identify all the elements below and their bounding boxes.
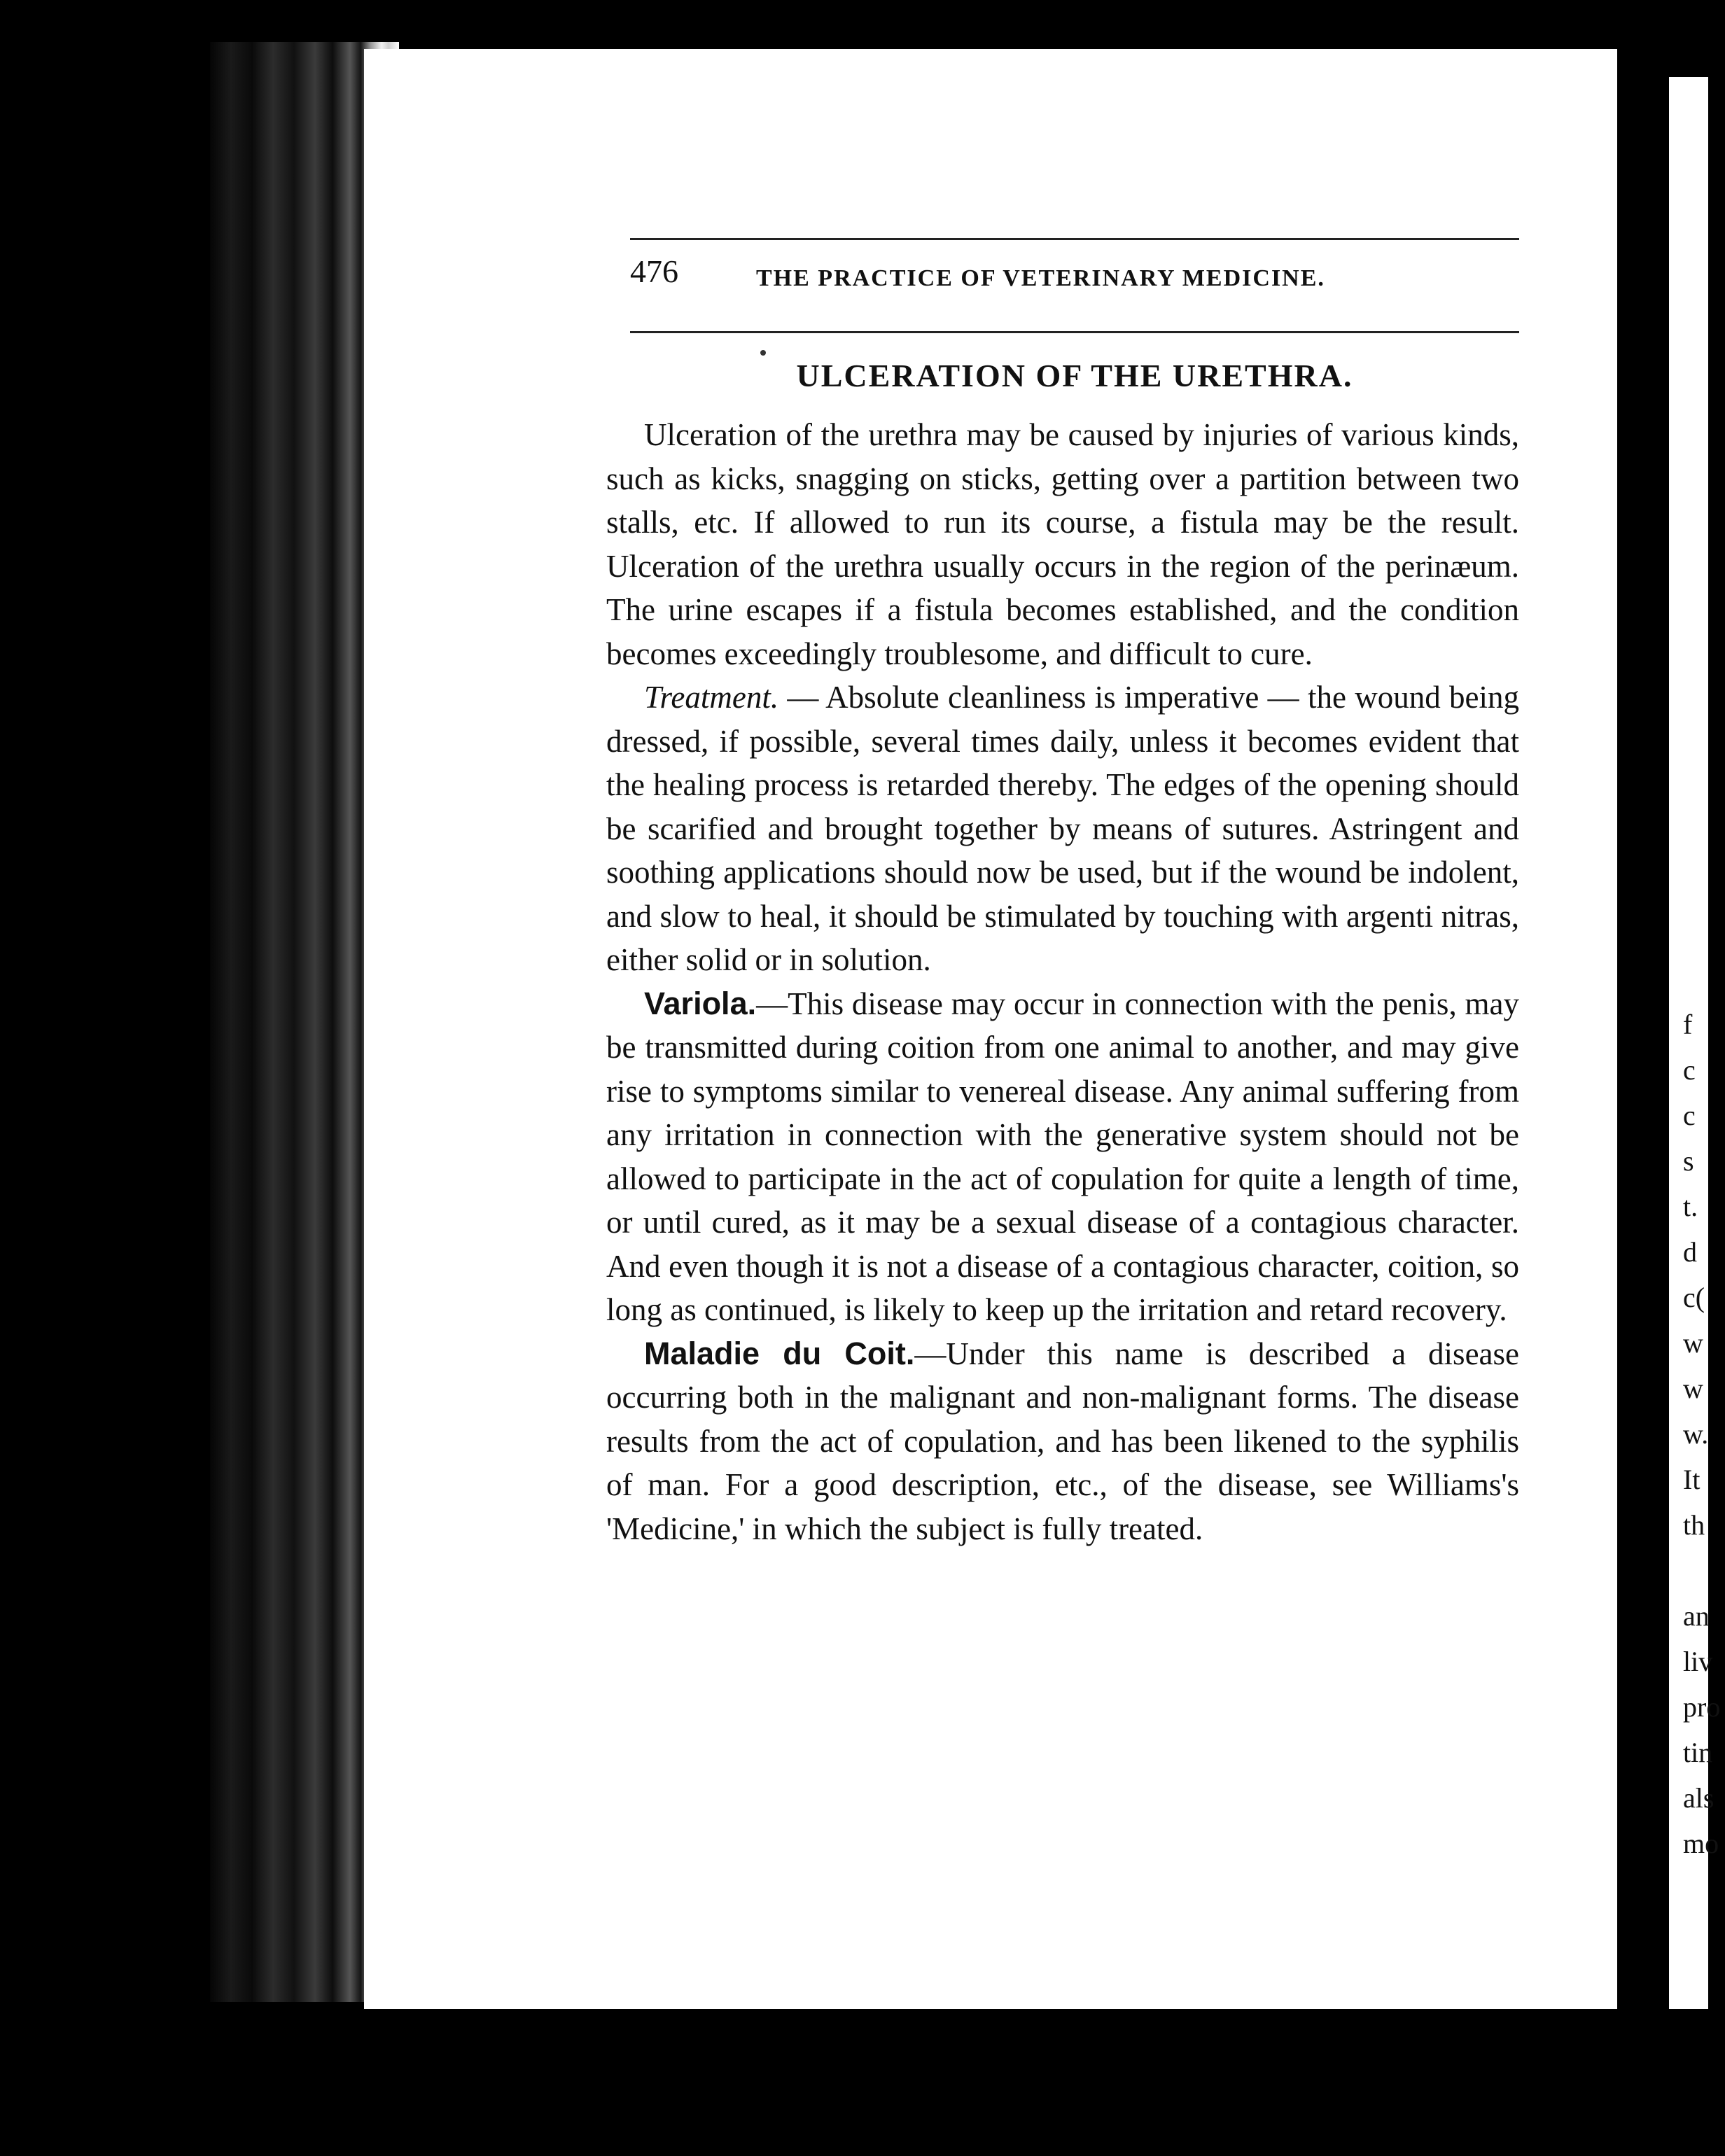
facing-page-fragment: t. bbox=[1683, 1191, 1698, 1222]
print-speck bbox=[760, 350, 766, 356]
facing-page-fragment: th bbox=[1683, 1509, 1705, 1541]
facing-page bbox=[1652, 77, 1721, 2009]
facing-page-fragment: w bbox=[1683, 1327, 1703, 1359]
facing-page-fragment: c bbox=[1683, 1054, 1696, 1086]
facing-page-fragment: s bbox=[1683, 1145, 1694, 1177]
paragraph-text: —This disease may occur in connection with the penis, may be transmitted during coition from one animal to another, and may give rise to symptoms similar to venereal disease. Any animal suffering from any irritation in connection with the generative system should not be allowed to participate in the act of copulation for quite a length of time, or until cured, as it may be a sexual disease of a contagious character. And even though it is not a disease of a contagious character, coition, so long as continued, is likely to keep up the irritation and retard recovery. bbox=[606, 986, 1519, 1327]
running-head: THE PRACTICE OF VETERINARY MEDICINE. bbox=[756, 265, 1325, 291]
facing-page-fragment: mo bbox=[1683, 1828, 1719, 1859]
section-title: ULCERATION OF THE URETHRA. bbox=[796, 358, 1353, 393]
page-header bbox=[630, 238, 1519, 333]
paragraph-text: Ulceration of the urethra may be caused by injuries of various kinds, such as kicks, snagging on sticks, getting over a partition between two stalls, etc. If allowed to run its course, a fistula may be the result. Ulceration of the urethra usually occurs in the region of the perinæum. The urine escapes if a fistula becomes established, and the condition becomes exceedingly troublesome, and difficult to cure. bbox=[606, 417, 1519, 671]
facing-page-fragment: c( bbox=[1683, 1282, 1705, 1313]
facing-page-fragment: als bbox=[1683, 1782, 1714, 1814]
facing-page-fragment: w. bbox=[1683, 1418, 1709, 1450]
run-in-heading-variola: Variola. bbox=[644, 985, 757, 1021]
paragraph-text: — Absolute cleanliness is imperative — the wound being dressed, if possible, several times daily, unless it becomes evident that the healing process is retarded thereby. The edges of the opening should be scarified and brought together by means of sutures. Astringent and soothing applications should now be used, but if the wound be indolent, and slow to heal, it should be stimulated by touching with argenti nitras, either solid or in solution. bbox=[606, 680, 1519, 977]
paragraph-treatment bbox=[606, 676, 1519, 982]
run-in-heading-treatment: Treatment. bbox=[644, 680, 779, 715]
body-text bbox=[606, 413, 1519, 1550]
paragraph-text: —Under this name is described a disease occurring both in the malignant and non-malignant forms. The disease results from the act of copulation, and has been likened to the syphilis of man. For a good description, etc., of the disease, see Williams's 'Medicine,' in which the subject is fully treated. bbox=[606, 1336, 1520, 1546]
facing-page-fragment: w bbox=[1683, 1373, 1703, 1404]
facing-page-fragment: f bbox=[1683, 1009, 1693, 1040]
page-number: 476 bbox=[630, 253, 678, 289]
facing-page-fragment: d bbox=[1683, 1236, 1697, 1268]
facing-page-fragment: liv bbox=[1683, 1646, 1713, 1677]
paragraph-maladie bbox=[606, 1332, 1519, 1551]
run-in-heading-maladie: Maladie du Coit. bbox=[644, 1335, 915, 1371]
paragraph-variola bbox=[606, 982, 1519, 1332]
facing-page-fragment: It bbox=[1683, 1464, 1700, 1495]
facing-page-fragment: c bbox=[1683, 1100, 1696, 1131]
facing-page-fragment: an bbox=[1683, 1600, 1710, 1632]
paragraph-ulceration bbox=[606, 413, 1519, 676]
facing-page-fragment: pro bbox=[1683, 1691, 1721, 1723]
facing-page-fragment: tin bbox=[1683, 1737, 1713, 1768]
